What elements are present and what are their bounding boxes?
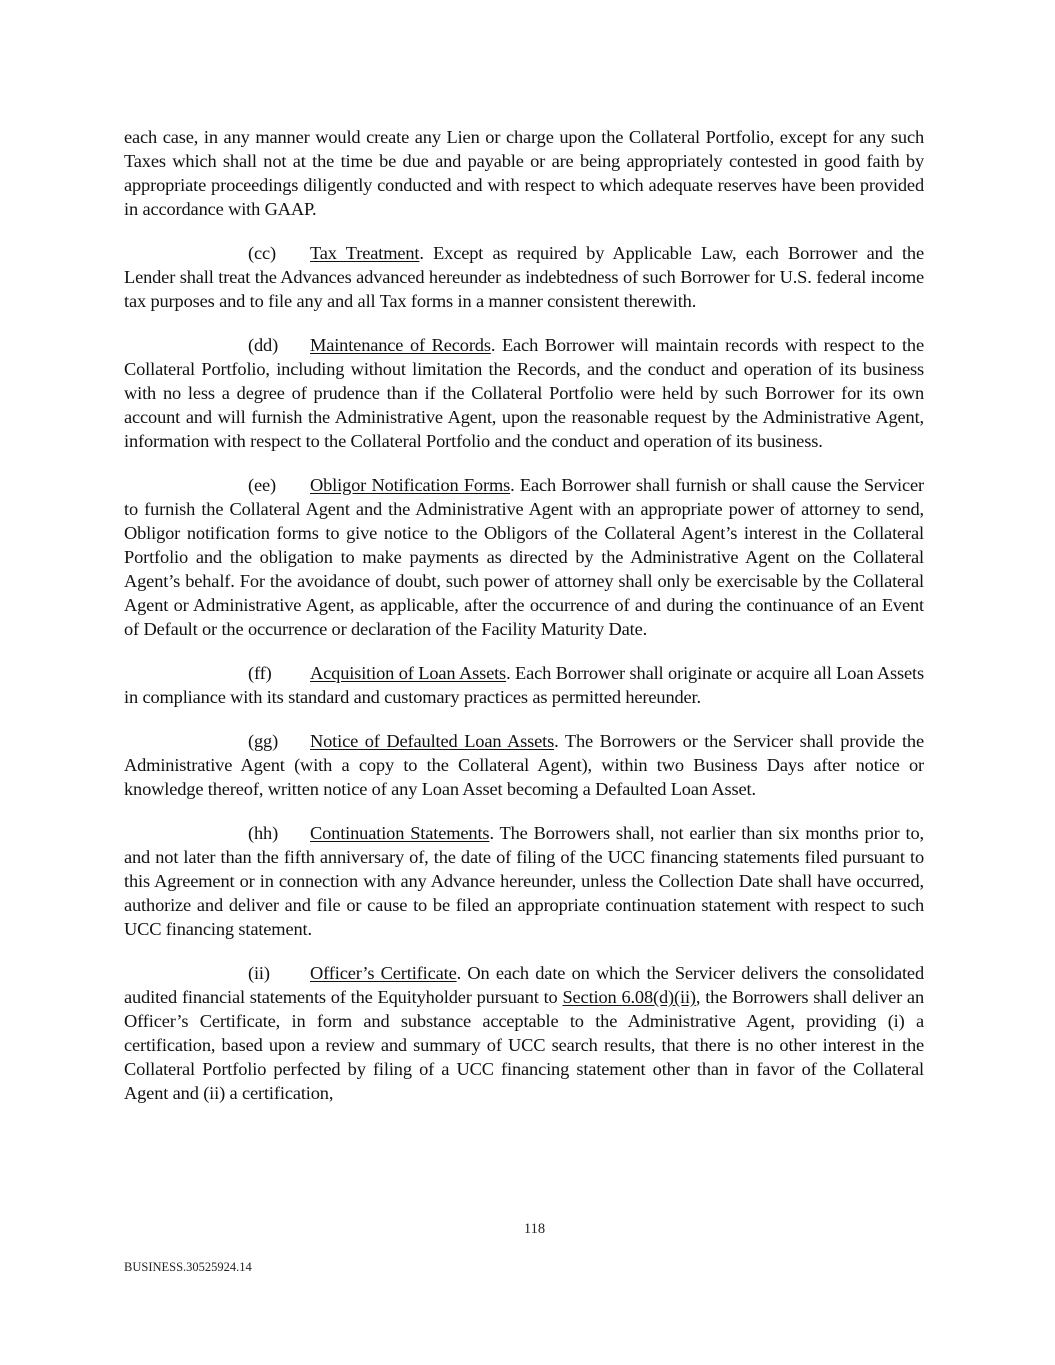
section-heading: Maintenance of Records [310, 335, 491, 355]
section-dd [124, 333, 924, 453]
section-gg [124, 729, 924, 801]
section-body: Each Borrower shall furnish or shall cause the Servicer to furnish the Collateral Agent and the Administrative Agent with an appropriate power of attorney to send, Obligor notification forms to give notice to the Obligors of the Collateral Agent’s interest in the Collateral Portfolio and the obligation to make payments as directed by the Administrative Agent on the Collateral Agent’s behalf. For the avoidance of doubt, such power of attorney shall only be exercisable by the Collateral Agent or Administrative Agent, as applicable, after the occurrence of and during the continuance of an Event of Default or the occurrence or declaration of the Facility Maturity Date. [124, 475, 924, 639]
section-heading: Notice of Defaulted Loan Assets [310, 731, 555, 751]
section-body: The Borrowers or the Servicer shall provide the Administrative Agent (with a copy to the Collateral Agent), within two Business Days after notice or knowledge thereof, written notice of any Loan Asset becoming a Defaulted Loan Asset. [124, 731, 924, 799]
section-body: Each Borrower will maintain records with respect to the Collateral Portfolio, including without limitation the Records, and the conduct and operation of its business with no less a degree of prudence than if the Collateral Portfolio were held by such Borrower for its own account and will furnish the Administrative Agent, upon the reasonable request by the Administrative Agent, information with respect to the Collateral Portfolio and the conduct and operation of its business. [124, 335, 924, 451]
section-ff [124, 661, 924, 709]
section-ee [124, 473, 924, 641]
section-ii [124, 961, 924, 1105]
section-cc [124, 241, 924, 313]
section-body-continued: , the Borrowers shall deliver an Officer’s Certificate, in form and substance acceptable to the Administrative Agent, providing (i) a certification, based upon a review and summary of UCC search results, that there is no other interest in the Collateral Portfolio perfected by filing of a UCC financing statement other than in favor of the Collateral Agent and (ii) a certification, [124, 987, 924, 1103]
section-heading: Tax Treatment [310, 243, 420, 263]
section-label: (ff) [248, 663, 272, 683]
section-body: The Borrowers shall, not earlier than six months prior to, and not later than the fifth anniversary of, the date of filing of the UCC financing statements filed pursuant to this Agreement or in connection with any Advance hereunder, unless the Collection Date shall have occurred, authorize and deliver and file or cause to be filed an appropriate continuation statement with respect to such UCC financing statement. [124, 823, 924, 939]
section-label: (dd) [248, 335, 279, 355]
section-heading: Officer’s Certificate [310, 963, 457, 983]
section-heading: Obligor Notification Forms [310, 475, 511, 495]
heading-period: . [419, 243, 424, 263]
section-body: On each date on which the Servicer delivers the consolidated audited financial statements of the Equityholder pursuant to [124, 963, 924, 1007]
section-label: (cc) [248, 243, 276, 263]
heading-period: . [456, 963, 462, 983]
section-heading: Acquisition of Loan Assets [310, 663, 507, 683]
section-hh [124, 821, 924, 941]
document-page [124, 125, 924, 1125]
section-cross-reference[interactable]: Section 6.08(d)(ii) [562, 987, 696, 1007]
heading-period: . [506, 663, 511, 683]
section-heading: Continuation Statements [310, 823, 490, 843]
heading-period: . [554, 731, 559, 751]
section-label: (hh) [248, 823, 279, 843]
continuation-paragraph: each case, in any manner would create any Lien or charge upon the Collateral Portfolio, except for any such Taxes which shall not at the time be due and payable or are being appropriately contested in good faith by appropriate proceedings diligently conducted and with respect to which adequate reserves have been provided in accordance with GAAP. [124, 127, 924, 219]
section-label: (ee) [248, 475, 276, 495]
heading-period: . [490, 335, 496, 355]
page-number: 118 [523, 1221, 546, 1237]
section-body: Each Borrower shall originate or acquire all Loan Assets in compliance with its standard and customary practices as permitted hereunder. [124, 663, 924, 707]
document-id: BUSINESS.30525924.14 [124, 1260, 252, 1274]
heading-period: . [510, 475, 515, 495]
section-label: (ii) [248, 963, 270, 983]
section-body: Except as required by Applicable Law, each Borrower and the Lender shall treat the Advances advanced hereunder as indebtedness of such Borrower for U.S. federal income tax purposes and to file any and all Tax forms in a manner consistent therewith. [124, 243, 924, 311]
heading-period: . [489, 823, 494, 843]
section-label: (gg) [248, 731, 279, 751]
